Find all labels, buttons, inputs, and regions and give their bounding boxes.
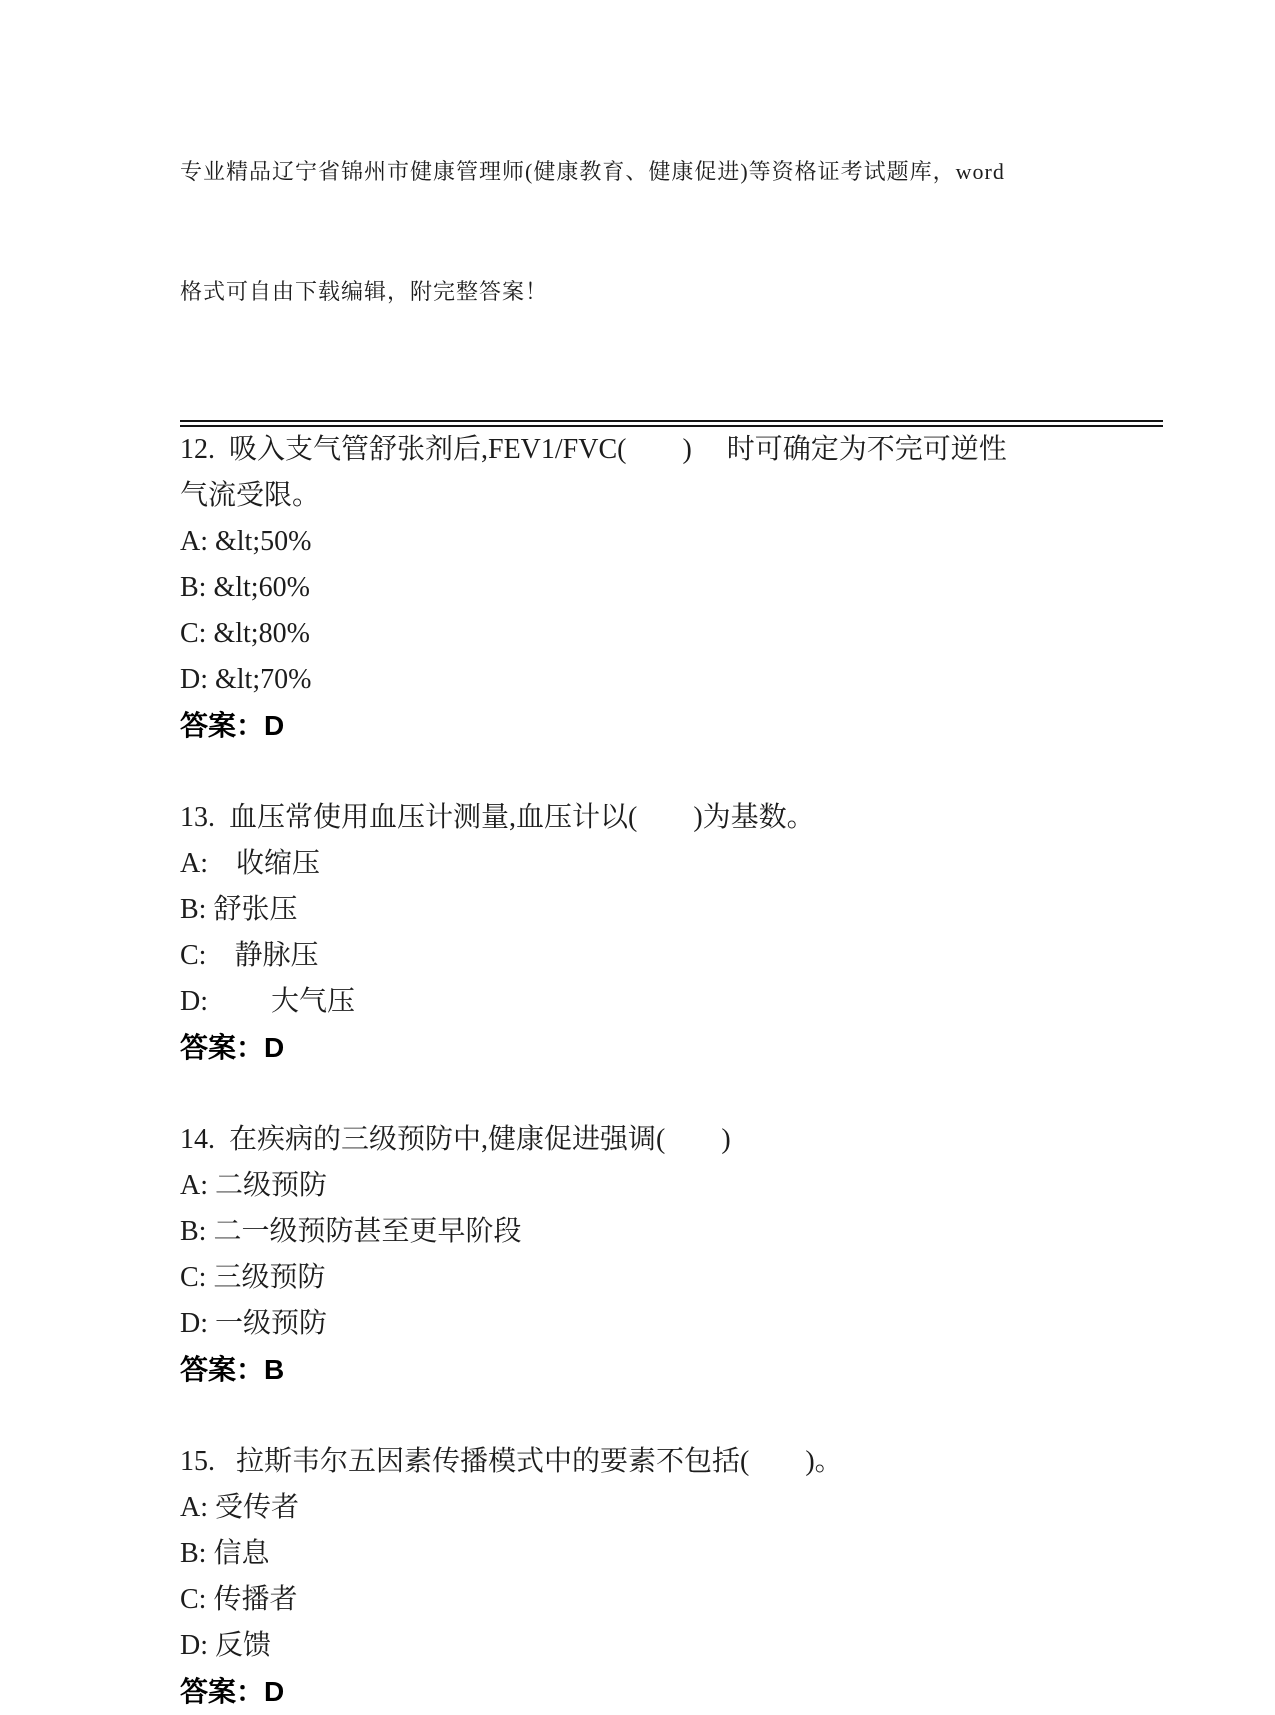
question-title-line: 12. 吸入支气管舒张剂后,FEV1/FVC( ) 时可确定为不完可逆性 — [180, 434, 1007, 465]
question-title-line: 气流受限。 — [180, 480, 321, 511]
page-header — [180, 72, 1163, 392]
question-answer — [180, 1025, 1163, 1071]
question-option-c: C: 三级预防 — [180, 1262, 326, 1293]
question-option-c: C: 静脉压 — [180, 940, 319, 971]
question-title-line: 13. 血压常使用血压计测量,血压计以( )为基数。 — [180, 802, 815, 833]
question-option-c: C: 传播者 — [180, 1584, 298, 1615]
answer-value: D — [264, 710, 285, 741]
answer-label: 答案： — [180, 710, 265, 741]
question-block-13 — [180, 795, 1163, 1071]
answer-label: 答案： — [180, 1676, 265, 1707]
question-answer — [180, 1669, 1163, 1715]
question-option-b: B: 信息 — [180, 1538, 270, 1569]
question-option-a: A: 收缩压 — [180, 848, 321, 879]
question-answer — [180, 1347, 1163, 1393]
question-block-12 — [180, 427, 1163, 749]
header-text-line-2: 格式可自由下载编辑，附完整答案！ — [180, 279, 549, 304]
question-option-b: B: 舒张压 — [180, 894, 298, 925]
question-title-line: 14. 在疾病的三级预防中,健康促进强调( ) — [180, 1124, 731, 1155]
answer-value: D — [264, 1676, 285, 1707]
answer-value: D — [264, 1032, 285, 1063]
header-divider — [180, 420, 1163, 427]
question-option-d: D: 大气压 — [180, 986, 356, 1017]
question-option-b: B: 二一级预防甚至更早阶段 — [180, 1216, 522, 1247]
question-option-b: B: &lt;60% — [180, 572, 310, 603]
question-block-15 — [180, 1439, 1163, 1715]
question-option-d: D: 反馈 — [180, 1630, 272, 1661]
question-option-d: D: &lt;70% — [180, 664, 312, 695]
header-text-line-1: 专业精品辽宁省锦州市健康管理师(健康教育、健康促进)等资格证考试题库，word — [180, 159, 1005, 184]
question-option-a: A: 受传者 — [180, 1492, 300, 1523]
question-title-line: 15. 拉斯韦尔五因素传播模式中的要素不包括( )。 — [180, 1446, 843, 1477]
question-option-c: C: &lt;80% — [180, 618, 310, 649]
question-block-14 — [180, 1117, 1163, 1393]
question-option-a: A: &lt;50% — [180, 526, 312, 557]
question-option-a: A: 二级预防 — [180, 1170, 328, 1201]
answer-value: B — [264, 1354, 285, 1385]
answer-label: 答案： — [180, 1354, 265, 1385]
question-answer — [180, 703, 1163, 749]
answer-label: 答案： — [180, 1032, 265, 1063]
question-option-d: D: 一级预防 — [180, 1308, 328, 1339]
